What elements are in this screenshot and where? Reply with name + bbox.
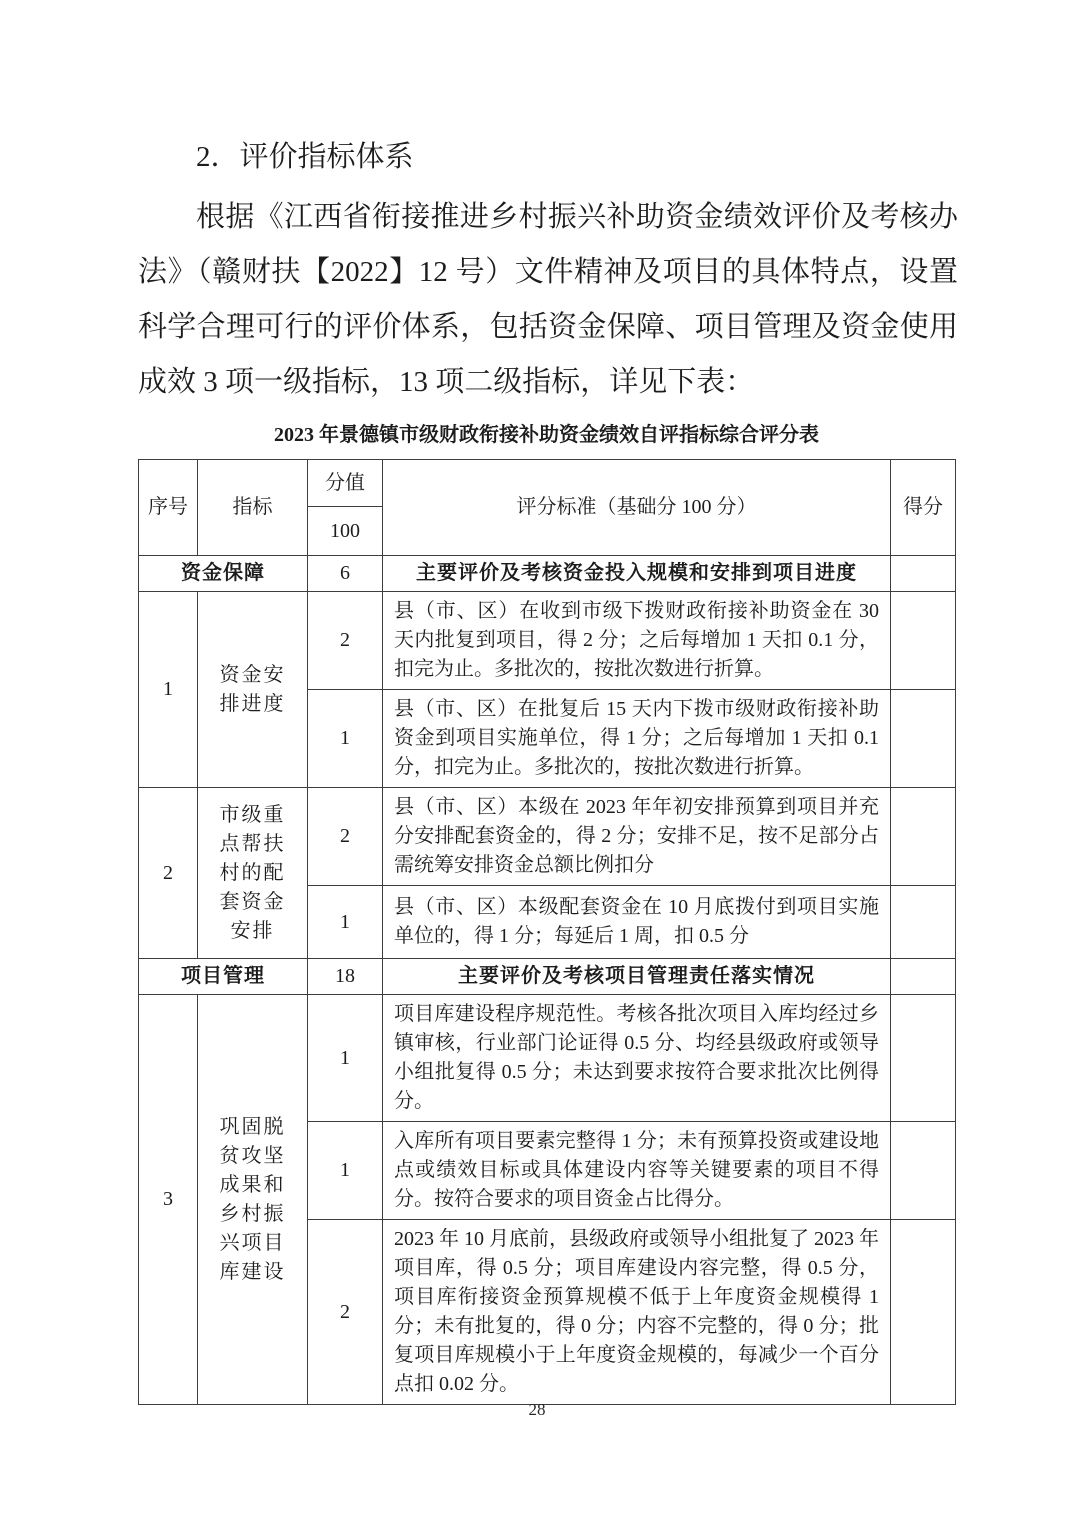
criteria-cell: 入库所有项目要素完整得 1 分；未有预算投资或建设地点或绩效目标或具体建设内容等关键要素的项目不得分。按符合要求的项目资金占比得分。 <box>383 1122 891 1220</box>
table-row <box>139 995 956 1122</box>
header-criteria: 评分标准（基础分 100 分） <box>383 460 891 556</box>
criteria-cell: 县（市、区）本级在 2023 年年初安排预算到项目并充分安排配套资金的，得 2 分；安排不足，按不足部分占需统筹安排资金总额比例扣分 <box>383 788 891 886</box>
score-cell: 1 <box>308 690 383 788</box>
points-cell-empty <box>891 959 956 995</box>
indicator-cell: 巩固脱贫攻坚成果和乡村振兴项目库建设 <box>198 995 308 1405</box>
points-cell-empty <box>891 1122 956 1220</box>
paragraph-line: 根据《江西省衔接推进乡村振兴补助资金绩效评价及考核办 <box>196 201 958 233</box>
document-content <box>138 0 958 1405</box>
section-label: 项目管理 <box>139 959 308 995</box>
header-score-label: 分值 <box>308 460 383 507</box>
header-score-total: 100 <box>308 507 383 556</box>
points-cell-empty <box>891 886 956 959</box>
section-criteria: 主要评价及考核资金投入规模和安排到项目进度 <box>383 556 891 592</box>
header-seq: 序号 <box>139 460 198 556</box>
indicator-cell: 资金安排进度 <box>198 592 308 788</box>
criteria-cell: 县（市、区）本级配套资金在 10 月底拨付到项目实施单位的，得 1 分；每延后 1 周，扣 0.5 分 <box>383 886 891 959</box>
paragraph-line: 成效 3 项一级指标，13 项二级指标，详见下表： <box>138 366 755 398</box>
points-cell-empty <box>891 788 956 886</box>
score-cell: 1 <box>308 995 383 1122</box>
score-cell: 2 <box>308 592 383 690</box>
section-score: 18 <box>308 959 383 995</box>
intro-paragraph <box>138 190 958 410</box>
points-cell-empty <box>891 556 956 592</box>
criteria-cell: 项目库建设程序规范性。考核各批次项目入库均经过乡镇审核，行业部门论证得 0.5 分、均经县级政府或领导小组批复得 0.5 分；未达到要求按符合要求批次比例得分。 <box>383 995 891 1122</box>
points-cell-empty <box>891 690 956 788</box>
table-row <box>139 592 956 690</box>
scoring-table <box>138 459 956 1405</box>
section-criteria: 主要评价及考核项目管理责任落实情况 <box>383 959 891 995</box>
score-cell: 2 <box>308 1220 383 1405</box>
paragraph-line: 法》（赣财扶【2022】12 号）文件精神及项目的具体特点，设置 <box>138 256 958 288</box>
indicator-cell: 市级重点帮扶村的配套资金安排 <box>198 788 308 959</box>
table-header-row <box>139 460 956 507</box>
section-score: 6 <box>308 556 383 592</box>
seq-cell: 1 <box>139 592 198 788</box>
points-cell-empty <box>891 592 956 690</box>
section-label: 资金保障 <box>139 556 308 592</box>
section-heading: 2．评价指标体系 <box>196 141 414 173</box>
header-indicator: 指标 <box>198 460 308 556</box>
page-number: 28 <box>528 1400 546 1419</box>
points-cell-empty <box>891 1220 956 1405</box>
section-row <box>139 556 956 592</box>
paragraph-line: 科学合理可行的评价体系，包括资金保障、项目管理及资金使用 <box>138 311 958 343</box>
table-row <box>139 788 956 886</box>
criteria-cell: 2023 年 10 月底前，县级政府或领导小组批复了 2023 年项目库，得 0.5 分；项目库建设内容完整，得 0.5 分，项目库衔接资金预算规模不低于上年度资金规模得 1 分；未有批复的，得 0 分；内容不完整的，得 0 分；批复项目库规模小于上年度资金规模的，每减少一个百分点扣 0.02 分。 <box>383 1220 891 1405</box>
criteria-cell: 县（市、区）在批复后 15 天内下拨市级财政衔接补助资金到项目实施单位，得 1 分；之后每增加 1 天扣 0.1 分，扣完为止。多批次的，按批次数进行折算。 <box>383 690 891 788</box>
table-title: 2023 年景德镇市级财政衔接补助资金绩效自评指标综合评分表 <box>274 424 819 446</box>
header-points: 得分 <box>891 460 956 556</box>
points-cell-empty <box>891 995 956 1122</box>
score-cell: 1 <box>308 1122 383 1220</box>
seq-cell: 3 <box>139 995 198 1405</box>
seq-cell: 2 <box>139 788 198 959</box>
criteria-cell: 县（市、区）在收到市级下拨财政衔接补助资金在 30 天内批复到项目，得 2 分；之后每增加 1 天扣 0.1 分，扣完为止。多批次的，按批次数进行折算。 <box>383 592 891 690</box>
score-cell: 2 <box>308 788 383 886</box>
score-cell: 1 <box>308 886 383 959</box>
section-row <box>139 959 956 995</box>
